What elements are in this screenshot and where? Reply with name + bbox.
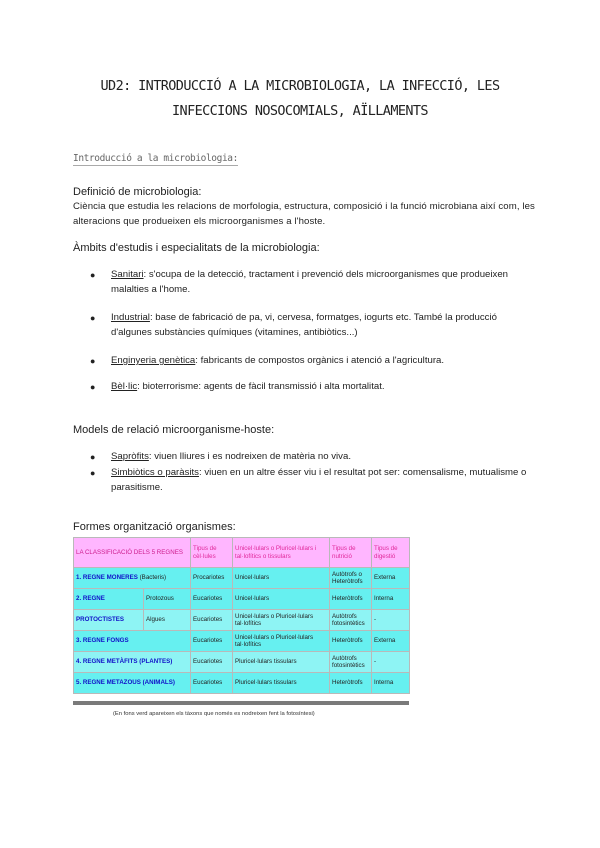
table-row (74, 568, 410, 589)
models-heading: Models de relació microorganisme-hoste: (73, 424, 275, 436)
table-cell: Eucariotes (191, 652, 233, 673)
list-item-text: : fabricants de compostos orgànics i atenció a l'agricultura. (195, 355, 445, 366)
document-title: UD2: INTRODUCCIÓ A LA MICROBIOLOGIA, LA INFECCIÓ, LES INFECCIONS NOSOCOMIALS, AÏLLAMENTS (100, 78, 500, 119)
table-cell: Unicel·lulars (233, 589, 330, 610)
list-item-text: : s'ocupa de la detecció, tractament i prevenció dels microorganismes que produeixen malalties a l'home. (111, 269, 508, 295)
bullet-icon: ● (90, 356, 96, 366)
table-cell: Pluricel·lulars tissulars (233, 673, 330, 694)
list-item-text: : viuen lliures i es nodreixen de matèria no viva. (148, 451, 351, 462)
list-item-text: : base de fabricació de pa, vi, cervesa, formatges, iogurts etc. També la producció d'algunes substàncies químiques (vitamines, antibiòtics...) (111, 312, 497, 338)
table-cell: Unicel·lulars (233, 568, 330, 589)
table-cell: Autòtrofs o Heteròtrofs (330, 568, 372, 589)
table-header-cell: LA CLASSIFICACIÓ DELS 5 REGNES (74, 538, 191, 568)
table-cell: Procariotes (191, 568, 233, 589)
bullet-icon: ● (90, 313, 96, 323)
classification-table (73, 537, 409, 705)
table-cell: PROTOCTISTES (74, 610, 144, 631)
definition-text: Ciència que estudia les relacions de morfologia, estructura, composició i la funció microbiana així com, les alteracions que produeixen els microorganismes a l'hoste. (73, 201, 535, 227)
table-cell: 3. REGNE FONGS (74, 631, 191, 652)
list-item-text: : bioterrorisme: agents de fàcil transmissió i alta mortalitat. (137, 381, 385, 392)
table-cell: Externa (372, 568, 410, 589)
table-cell: Unicel·lulars o Pluricel·lulars tal·lofítics (233, 610, 330, 631)
table-cell: Protozous (144, 589, 191, 610)
table-cell: Interna (372, 673, 410, 694)
table-cell: Eucariotes (191, 589, 233, 610)
table-cell: Eucariotes (191, 631, 233, 652)
table-cell: Unicel·lulars o Pluricel·lulars tal·lofítics (233, 631, 330, 652)
table-header-cell: Tipus de digestió (372, 538, 410, 568)
list-item-term: Sapròfits (111, 451, 149, 462)
definition-heading: Definició de microbiologia: (73, 186, 202, 198)
table-header-cell: Tipus de nutrició (330, 538, 372, 568)
table-cell: Eucariotes (191, 673, 233, 694)
list-item-term: Sanitari (111, 269, 144, 280)
table-header-cell: Tipus de cèl·lules (191, 538, 233, 568)
table-row (74, 631, 410, 652)
table-cell: 5. REGNE METAZOUS (ANIMALS) (74, 673, 191, 694)
table-cell: Autòtrofs fotosintètics (330, 652, 372, 673)
table-cell: - (372, 610, 410, 631)
bullet-icon: ● (90, 452, 96, 462)
table-cell: 2. REGNE (74, 589, 144, 610)
table-cell: Heteròtrofs (330, 589, 372, 610)
bullet-icon: ● (90, 382, 96, 392)
table-cell: Heteròtrofs (330, 673, 372, 694)
table-row (74, 589, 410, 610)
table-cell: 4. REGNE METÀFITS (PLANTES) (74, 652, 191, 673)
list-item-term: Enginyeria genètica (111, 355, 196, 366)
table-cell: - (372, 652, 410, 673)
table-cell: Heteròtrofs (330, 631, 372, 652)
section-heading: Introducció a la microbiologia: (73, 153, 238, 164)
table-row (74, 673, 410, 694)
bullet-icon: ● (90, 468, 96, 478)
formes-heading: Formes organització organismes: (73, 521, 236, 533)
ambits-heading: Àmbits d'estudis i especialitats de la microbiologia: (73, 242, 320, 254)
table-cell: Eucariotes (191, 610, 233, 631)
table-cell: 1. REGNE MONERES (Bacteris) (74, 568, 191, 589)
list-item-term: Bèl·lic (111, 381, 138, 392)
bullet-icon: ● (90, 270, 96, 280)
table-row (74, 610, 410, 631)
table-bottom-bar (73, 701, 409, 705)
table-note: (En fons verd apareixen els tàxons que només es nodreixen fent la fotosíntesi) (113, 711, 315, 717)
list-item-term: Simbiòtics o paràsits (111, 467, 199, 478)
table-header-row (74, 538, 410, 568)
table-cell: Autòtrofs fotosintètics (330, 610, 372, 631)
table-cell: Pluricel·lulars tissulars (233, 652, 330, 673)
list-item-text: : viuen en un altre ésser viu i el resultat pot ser: comensalisme, mutualisme o parasitisme. (111, 467, 527, 493)
table-row (74, 652, 410, 673)
table-cell: Externa (372, 631, 410, 652)
table-cell: Interna (372, 589, 410, 610)
table-cell: Algues (144, 610, 191, 631)
list-item-term: Industrial (111, 312, 150, 323)
table-header-cell: Unicel·lulars o Pluricel·lulars i tal·lofítics o tissulars (233, 538, 330, 568)
